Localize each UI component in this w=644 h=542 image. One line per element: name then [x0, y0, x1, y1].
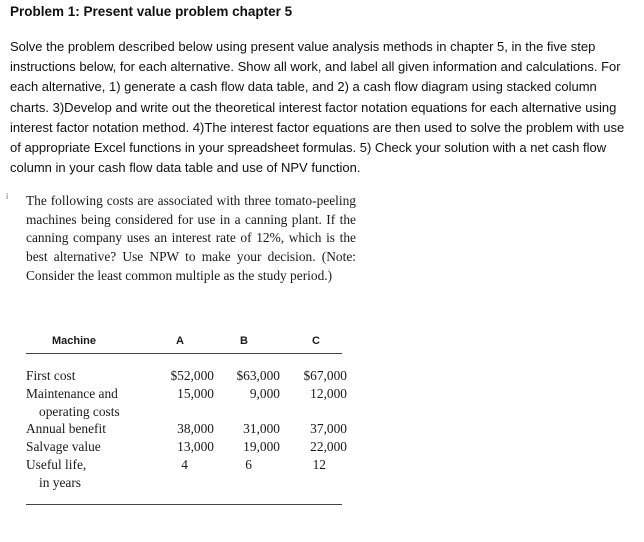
- table-bottom-rule: [26, 504, 342, 505]
- table-cell-b: 31,000: [243, 421, 280, 437]
- table-cell-b: 6: [245, 457, 252, 472]
- table-row-label: Salvage value: [26, 439, 101, 455]
- table-header-b: B: [240, 335, 248, 347]
- table-row-label: First cost: [26, 368, 76, 383]
- table-header-machine: Machine: [52, 335, 97, 347]
- table-row-label: Maintenance and: [26, 385, 118, 401]
- table-cell-b: $63,000: [236, 368, 280, 383]
- table-cell-a: 4: [181, 457, 188, 472]
- table-row-label: Useful life,: [26, 457, 87, 472]
- table-cell-c: 37,000: [310, 421, 347, 437]
- problem-statement-text: The following costs are associated with three tomato-peeling machines being considered for use in a canning plant. If the canning company uses an interest rate of 12%, which is the best alternative? Use NPW to make your decision. (Note: Consider the least common multiple as the study period.): [26, 193, 356, 283]
- table-cell-a: 38,000: [177, 421, 214, 437]
- problem-statement-image: [6, 190, 358, 520]
- table-cell-b: 19,000: [243, 439, 280, 455]
- table-cell-c: 12,000: [310, 385, 347, 401]
- table-cell-a: $52,000: [170, 368, 214, 383]
- table-cell-b: 9,000: [249, 385, 280, 401]
- table-header-rule: [26, 353, 342, 354]
- table-header-c: C: [312, 335, 320, 347]
- table-cell-c: 22,000: [310, 439, 347, 455]
- table-row-label: Annual benefit: [26, 421, 106, 437]
- table-header-a: A: [176, 335, 184, 347]
- table-cell-a: 15,000: [177, 385, 214, 401]
- table-row-label: in years: [39, 474, 82, 490]
- table-row-label: operating costs: [39, 403, 120, 419]
- instructions-paragraph: Solve the problem described below using present value analysis methods in chapter 5, in the five step instructions below, for each alternative. Show all work, and label all given information and calculations. For each alternative, 1) generate a cash flow data table, and 2) a cash flow diagram using stacked column charts. 3)Develop and write out the theoretical interest factor notation equations for each alternative using interest factor notation method. 4)The interest factor equations are then used to solve the problem with use of appropriate Excel functions in your spreadsheet formulas. 5) Check your solution with a net cash flow column in your cash flow data table and use of NPV function.: [10, 39, 625, 176]
- bullet-marker: i: [6, 192, 9, 201]
- problem-heading: Problem 1: Present value problem chapter 5: [10, 4, 293, 19]
- table-cell-c: 12: [312, 457, 326, 472]
- table-cell-c: $67,000: [303, 368, 347, 383]
- table-cell-a: 13,000: [177, 439, 214, 455]
